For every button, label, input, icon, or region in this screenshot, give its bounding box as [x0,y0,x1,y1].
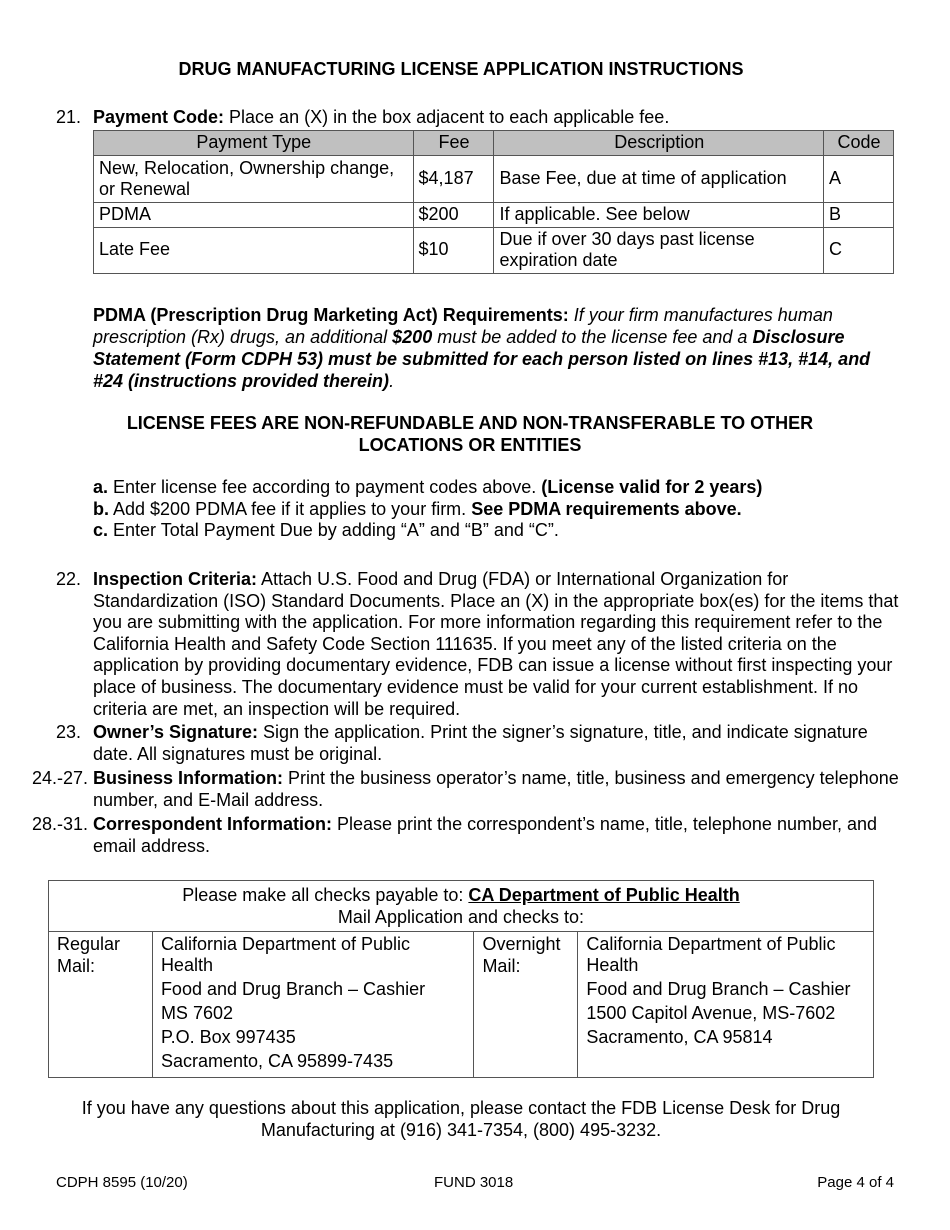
address-line: Food and Drug Branch – Cashier [586,979,851,999]
table-row [94,156,894,203]
item-21-payment-code [56,107,906,129]
item-text: Please print the correspondent’s name, title, telephone number, and email address. [93,814,878,856]
cell-description: Base Fee, due at time of application [494,156,824,203]
item-number: 24.-27. [32,768,89,788]
pdma-label: PDMA (Prescription Drug Marketing Act) Requirements: [93,305,569,325]
step-note: See PDMA requirements above. [471,498,742,519]
pdma-requirements [93,304,883,392]
item-label: Correspondent Information: [93,814,332,834]
pdma-end: . [389,371,395,391]
header-code: Code [824,131,894,156]
footer-fund: FUND 3018 [434,1174,514,1191]
cell-code: C [824,227,894,273]
list-item [93,520,893,542]
item-22-inspection-criteria [56,569,906,720]
address-line: California Department of Public Health [586,934,836,975]
mailing-table [48,880,874,1078]
item-label: Owner’s Signature: [93,722,259,742]
address-line: P.O. Box 997435 [160,1027,296,1047]
address-line: California Department of Public Health [160,934,411,975]
fee-table [93,130,894,274]
address-line: Sacramento, CA 95899-7435 [160,1051,394,1071]
list-item [93,499,893,521]
item-number: 28.-31. [32,814,89,834]
pdma-text-2: must be added to the license fee and a [432,327,753,347]
address-line: MS 7602 [160,1003,233,1023]
cell-fee: $10 [413,227,494,273]
header-fee: Fee [413,131,494,156]
item-number: 21. [56,107,82,127]
cell-payment-type: New, Relocation, Ownership change, or Renewal [94,156,414,203]
address-line: 1500 Capitol Avenue, MS-7602 [586,1003,836,1023]
step-text: Enter Total Payment Due by adding “A” and “B” and “C”. [108,520,559,541]
pdma-text: If your firm manufactures human prescription (Rx) drugs, an additional [93,305,833,347]
mail-to-label: Mail Application and checks to: [337,907,585,927]
cell-fee: $200 [413,203,494,228]
item-24-27-business-information [32,768,906,811]
cell-fee: $4,187 [413,156,494,203]
mail-header [49,881,874,932]
overnight-mail-label: Overnight Mail: [474,932,578,1078]
payable-to: CA Department of Public Health [468,885,740,905]
step-letter: a. [93,477,109,497]
pdma-disclosure: Disclosure Statement (Form CDPH 53) must be submitted for each person listed on lines #13, #14, and #24 (instructions provided therein) [93,327,871,391]
payable-prefix: Please make all checks payable to: [182,885,469,905]
item-23-owner-signature [56,722,906,765]
cell-description: If applicable. See below [494,203,824,228]
item-text: Print the business operator’s name, title, business and emergency telephone number, and E-Mail address. [93,768,899,810]
item-28-31-correspondent-information [32,814,906,857]
cell-code: A [824,156,894,203]
list-item [93,477,893,499]
cell-description: Due if over 30 days past license expiration date [494,227,824,273]
address-line: Sacramento, CA 95814 [586,1027,773,1047]
regular-mail-address [152,932,474,1078]
step-note: (License valid for 2 years) [541,477,763,497]
item-label: Business Information: [93,768,284,788]
contact-info: If you have any questions about this application, please contact the FDB License Desk for Drug Manufacturing at (916) 341-7354, (800) 495-3232. [81,1098,841,1140]
step-text: Add $200 PDMA fee if it applies to your firm. [109,498,472,519]
item-text: Attach U.S. Food and Drug (FDA) or International Organization for Standardization (ISO) Standard Documents. Place an (X) in the appropriate box(es) for the items that you are submitting with the application. For more information regarding this requirement refer to the California Health and Safety Code Section 111635. If you meet any of the listed criteria on the application by providing documentary evidence, FDB can issue a license without first inspecting your place of business. The documentary evidence must be valid for your current establishment. If no criteria are met, an inspection will be required. [93,569,899,719]
footer-form-number: CDPH 8595 (10/20) [56,1174,188,1191]
table-row [94,227,894,273]
table-row [94,203,894,228]
step-letter: c. [93,520,109,541]
item-number: 22. [56,569,82,589]
pdma-amount: $200 [392,327,433,347]
cell-payment-type: Late Fee [94,227,414,273]
step-text: Enter license fee according to payment codes above. [108,477,542,497]
header-payment-type: Payment Type [94,131,414,156]
regular-mail-label: Regular Mail: [49,932,153,1078]
address-line: Food and Drug Branch – Cashier [160,979,426,999]
header-description: Description [494,131,824,156]
fee-table-header [94,131,894,156]
cell-code: B [824,203,894,228]
fee-warning: LICENSE FEES ARE NON-REFUNDABLE AND NON-TRANSFERABLE TO OTHER LOCATIONS OR ENTITIES [126,413,814,455]
item-label: Payment Code: [93,107,225,127]
step-letter: b. [93,498,109,519]
item-label: Inspection Criteria: [93,569,258,589]
fee-steps [93,477,893,542]
item-text: Sign the application. Print the signer’s signature, title, and indicate signature date. All signatures must be original. [93,722,868,764]
page-title: DRUG MANUFACTURING LICENSE APPLICATION INSTRUCTIONS [178,59,744,79]
item-number: 23. [56,722,82,742]
item-text: Place an (X) in the box adjacent to each applicable fee. [224,107,670,127]
cell-payment-type: PDMA [94,203,414,228]
overnight-mail-address [578,932,874,1078]
footer-page-number: Page 4 of 4 [817,1174,894,1191]
